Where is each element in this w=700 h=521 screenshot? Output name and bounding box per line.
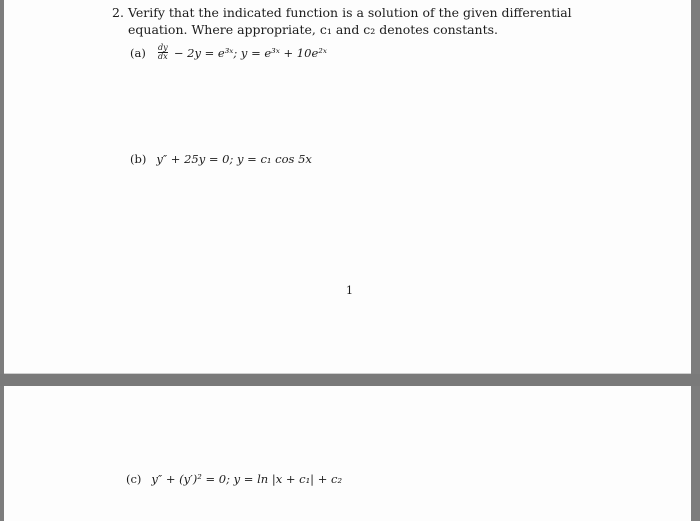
document-page-1 — [4, 0, 691, 374]
document-page-2 — [4, 386, 691, 521]
part-a-label: (a) — [130, 45, 146, 60]
part-c — [126, 472, 342, 486]
part-b — [130, 152, 312, 166]
problem-text: Verify that the indicated function is a solution of the given differential equation. Where appropriate, c₁ and c₂ denotes constants. — [128, 5, 572, 37]
problem-number: 2. — [112, 5, 124, 20]
problem-statement — [112, 4, 632, 38]
part-b-equation: y″ + 25y = 0; y = c₁ cos 5x — [156, 152, 312, 166]
part-a — [130, 44, 327, 61]
part-a-equation: − 2y = e³ˣ; y = e³ˣ + 10e²ˣ — [173, 45, 327, 60]
part-b-label: (b) — [130, 152, 147, 166]
fraction-denominator: dx — [158, 52, 168, 61]
page-number: 1 — [346, 284, 353, 297]
part-c-label: (c) — [126, 472, 142, 486]
page-gap — [0, 374, 700, 386]
part-c-equation: y″ + (y′)² = 0; y = ln |x + c₁| + c₂ — [151, 472, 343, 486]
fraction-numerator: dy — [158, 43, 168, 52]
derivative-fraction — [158, 44, 168, 61]
